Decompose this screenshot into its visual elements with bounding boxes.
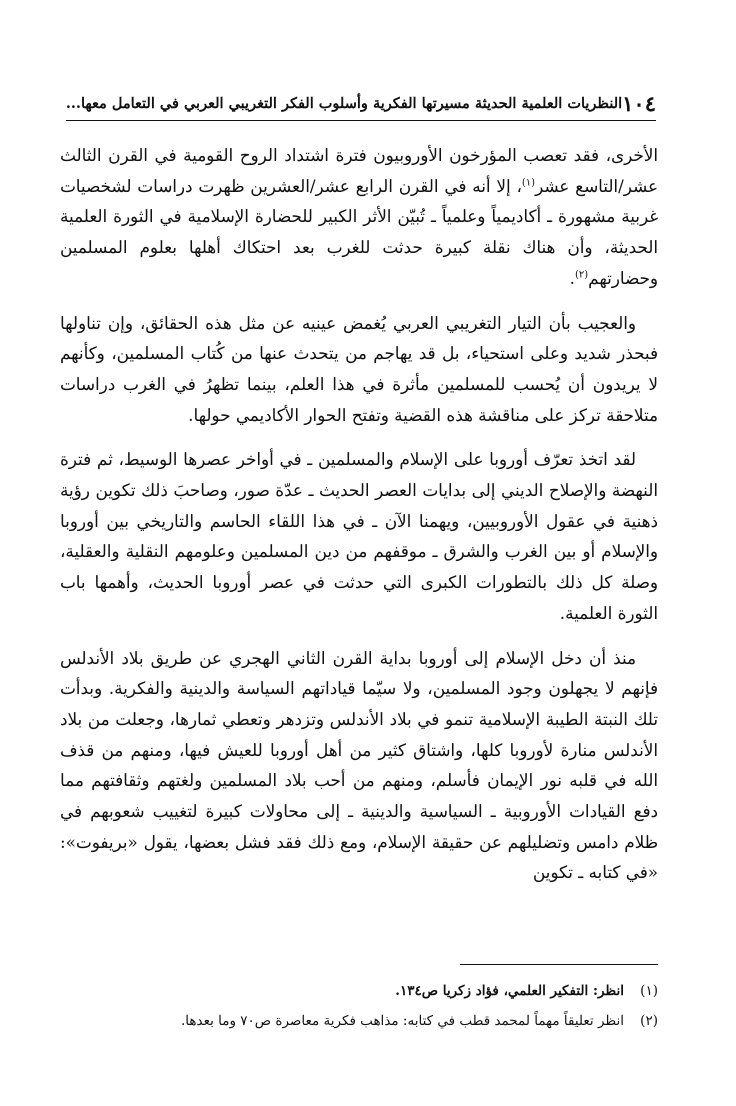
paragraph: منذ أن دخل الإسلام إلى أوروبا بداية القرن الثاني الهجري عن طريق بلاد الأندلس فإنهم لا يجهلون وجود المسلمين، ولا سيّما قياداتهم السياسة والدينية والفكرية. وبدأت تلك النبتة الطيبة الإسلامية تنمو في بلاد الأندلس وتزدهر وتعطي ثمارها، وجعلت من بلاد الأندلس منارة لأوروبا كلها، واشتاق كثير من أهل أوروبا للعيش فيها، ومنهم من قذف الله في قلبه نور الإيمان فأسلم، ومنهم من أحب بلاد المسلمين ولغتهم وثقافتهم مما دفع القيادات الأوروبية ـ السياسية والدينية ـ إلى محاولات كبيرة لتغييب شعوبهم في ظلام دامس وتضليلهم عن حقيقة الإسلام، ومع ذلك فقد فشل بعضها، يقول «بريفوت»: «في كتابه ـ تكوين — [60, 647, 658, 883]
running-title: النظريات العلمية الحديثة مسيرتها الفكرية وأسلوب الفكر التغريبي العربي في التعامل معها... — [65, 94, 623, 112]
page-header — [66, 86, 656, 121]
text-run: . — [569, 267, 575, 288]
footnote-ref: (٢) — [574, 269, 589, 281]
paragraph: لقد اتخذ تعرّف أوروبا على الإسلام والمسلمين ـ في أواخر عصرها الوسيط، ثم فترة النهضة والإصلاح الديني إلى بدايات العصر الحديث ـ عدّة صور، وصاحبَ ذلك تكوين رؤية ذهنية في عقول الأوروبيين، ويهمنا الآن ـ في هذا اللقاء الحاسم والتاريخي بين أوروبا والإسلام أو بين الغرب والشرق ـ موقفهم من دين المسلمين وعلومهم النقلية والعقلية، وصلة كل ذلك بالتطورات الكبرى التي حدثت في عصر أوروبا الحديث، وأهمها باب الثورة العلمية. — [60, 449, 658, 623]
paragraph — [60, 140, 658, 294]
footnote-number: (١) — [640, 983, 658, 999]
footnote-text: انظر: التفكير العلمي، فؤاد زكريا ص١٣٤. — [395, 983, 624, 999]
footnote-separator — [460, 964, 658, 965]
footnote-ref: (١) — [521, 177, 536, 189]
page-number: ١٠٤ — [622, 90, 656, 116]
footnotes — [60, 976, 658, 1036]
footnote-number: (٢) — [640, 1013, 658, 1029]
footnote — [60, 1006, 658, 1036]
footnote-text: انظر تعليقاً مهماً لمحمد قطب في كتابه: مذاهب فكرية معاصرة ص٧٠ وما بعدها. — [180, 1013, 624, 1029]
text-run: ، إلا أنه في القرن الرابع عشر/العشرين ظهرت دراسات لشخصيات غربية مشهورة ـ أكاديمياً وعلمياً ـ تُبيّن الأثر الكبير للحضارة الإسلامية في الثورة العلمية الحديثة، وأن هناك نقلة كبيرة حدثت للغرب بعد احتكاك أهلها بعلوم المسلمين وحضارتهم — [60, 175, 658, 288]
main-text — [60, 140, 658, 902]
footnote — [60, 976, 658, 1006]
paragraph: والعجيب بأن التيار التغريبي العربي يُغمض عينيه عن مثل هذه الحقائق، وإن تناولها فبحذر شديد وعلى استحياء، بل قد يهاجم من يتحدث عنها من كُتاب المسلمين، وكأنهم لا يريدون أن يُحسب للمسلمين مأثرة في هذا العلم، بينما تظهرُ في الغرب دراسات متلاحقة تركز على مناقشة هذه القضية وتفتح الحوار الأكاديمي حولها. — [60, 312, 658, 425]
text-run: الأخرى، فقد تعصب المؤرخون الأوروبيون فترة اشتداد الروح القومية في القرن الثالث عشر/التاسع عشر — [60, 145, 658, 196]
